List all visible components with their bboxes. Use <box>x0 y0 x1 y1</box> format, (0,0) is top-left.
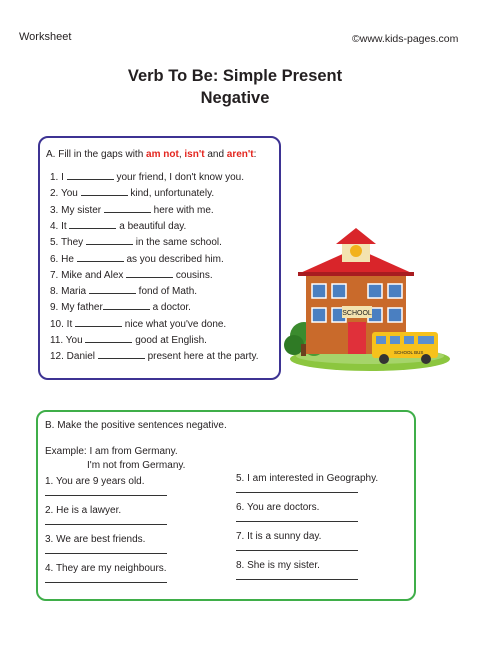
answer-blank[interactable] <box>126 268 173 278</box>
gap-item <box>50 333 207 346</box>
answer-line[interactable] <box>236 550 358 551</box>
answer-line[interactable] <box>236 492 358 493</box>
section-b-instruction: B. Make the positive sentences negative. <box>45 420 227 431</box>
bus-sign: SCHOOL BUS <box>394 350 424 355</box>
gap-item-start: 5. They <box>50 237 86 249</box>
page-subtitle: Negative <box>200 89 270 107</box>
gap-item <box>50 317 226 330</box>
gap-item <box>50 219 186 232</box>
instruction-prefix: A. Fill in the gaps with <box>46 149 147 160</box>
gap-item-start: 2. You <box>50 188 81 200</box>
sentence-item: 6. You are doctors. <box>236 502 320 513</box>
answer-line[interactable] <box>45 495 167 496</box>
sentence-item: 5. I am interested in Geography. <box>236 473 379 484</box>
answer-blank[interactable] <box>67 170 114 180</box>
gap-item-start: 8. Maria <box>50 286 89 298</box>
gap-item <box>50 186 214 199</box>
answer-blank[interactable] <box>86 235 133 245</box>
gap-item-start: 12. Daniel <box>50 351 98 363</box>
gap-item <box>50 300 191 313</box>
gap-item-start: 9. My father <box>50 302 103 314</box>
sentence-item: 3. We are best friends. <box>45 534 146 545</box>
answer-line[interactable] <box>236 579 358 580</box>
sentence-item: 7. It is a sunny day. <box>236 531 322 542</box>
sentence-item: 1. You are 9 years old. <box>45 476 145 487</box>
gap-item-end: as you described him. <box>123 253 224 265</box>
answer-blank[interactable] <box>103 300 150 310</box>
am-not-word: am not <box>146 149 179 160</box>
gap-item-end: a beautiful day. <box>116 220 187 232</box>
gap-item-start: 6. He <box>50 253 77 265</box>
gap-item <box>50 268 213 281</box>
sentence-item: 4. They are my neighbours. <box>45 563 167 574</box>
gap-item <box>50 252 224 265</box>
arent-word: aren't <box>226 149 254 160</box>
colon-text: : <box>253 149 257 160</box>
and-text: and <box>204 149 227 160</box>
site-credit: ©www.kids-pages.com <box>352 33 459 45</box>
gap-item-end: in the same school. <box>132 237 222 249</box>
gap-item-end: good at English. <box>132 335 207 346</box>
answer-line[interactable] <box>45 582 167 583</box>
example-line-2: I'm not from Germany. <box>87 460 186 471</box>
gap-item-end: a doctor. <box>149 302 191 314</box>
worksheet-label: Worksheet <box>19 31 72 43</box>
gap-item-end: kind, unfortunately. <box>127 188 215 200</box>
gap-item <box>50 235 222 248</box>
gap-item <box>50 170 244 183</box>
answer-blank[interactable] <box>69 219 116 229</box>
answer-line[interactable] <box>45 553 167 554</box>
comma-text: , <box>178 149 185 160</box>
gap-item-end: present here at the party. <box>144 351 259 363</box>
example-line-1: Example: I am from Germany. <box>45 446 178 457</box>
school-sign: SCHOOL <box>342 310 372 317</box>
answer-blank[interactable] <box>81 186 128 196</box>
school-illustration <box>284 228 450 373</box>
answer-blank[interactable] <box>89 284 136 294</box>
answer-line[interactable] <box>236 521 358 522</box>
gap-item-start: 1. I <box>50 172 67 183</box>
gap-item-start: 4. It <box>50 220 70 232</box>
gap-item <box>50 349 259 362</box>
gap-item-end: fond of Math. <box>135 286 198 298</box>
answer-blank[interactable] <box>75 317 122 327</box>
gap-item-end: your friend, I don't know you. <box>113 172 244 183</box>
gap-item <box>50 284 197 297</box>
gap-item-end: nice what you've done. <box>122 318 227 330</box>
gap-item-start: 11. You <box>50 335 86 346</box>
gap-item <box>50 203 214 216</box>
answer-line[interactable] <box>45 524 167 525</box>
sentence-item: 8. She is my sister. <box>236 560 320 571</box>
isnt-word: isn't <box>184 149 205 160</box>
answer-blank[interactable] <box>104 203 151 213</box>
gap-item-start: 7. Mike and Alex <box>50 269 127 281</box>
gap-item-start: 10. It <box>50 318 76 330</box>
section-a-instruction <box>46 149 256 160</box>
sentence-item: 2. He is a lawyer. <box>45 505 122 516</box>
page-title: Verb To Be: Simple Present <box>127 67 343 85</box>
gap-item-end: here with me. <box>150 204 214 216</box>
answer-blank[interactable] <box>77 252 124 262</box>
gap-item-start: 3. My sister <box>50 204 104 216</box>
answer-blank[interactable] <box>85 333 132 343</box>
gap-item-end: cousins. <box>173 269 213 281</box>
answer-blank[interactable] <box>98 349 145 359</box>
